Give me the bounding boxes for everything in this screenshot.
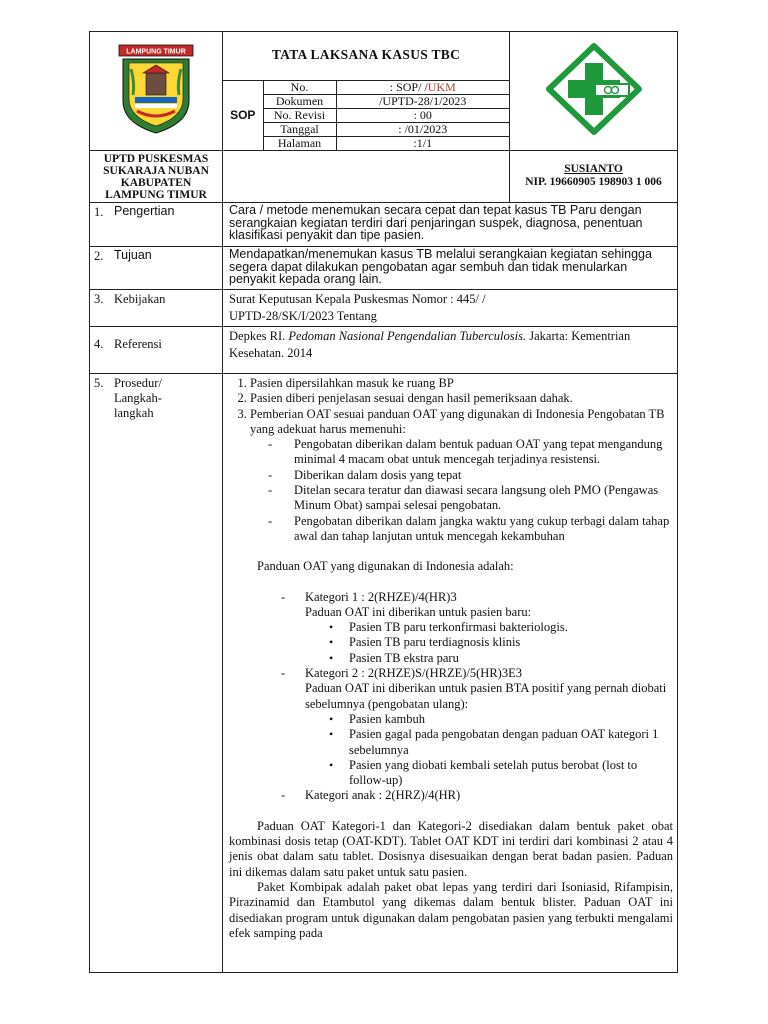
list-item: • Pasien kambuh: [329, 712, 673, 727]
paragraph-kdt: Paduan OAT Kategori-1 dan Kategori-2 disediakan dalam bentuk paket obat kombinasi dosis tetap (OAT-KDT). Tablet OAT KDT ini terdiri dari kombinasi 2 atau 4 jenis obat dalam satu tablet. Dosisnya disesuaikan dengan berat badan pasien. Paduan ini dikemas dalam satu paket untuk satu pasien.: [229, 818, 673, 879]
referensi-text: Depkes RI. Pedoman Nasional Pengendalian Tuberculosis. Jakarta: Kementrian Kesehatan. 2014: [223, 327, 678, 374]
list-item: - Diberikan dalam dosis yang tepat: [268, 468, 673, 483]
meta-value: : SOP/ /UKM: [336, 81, 509, 95]
meta-value: :1/1: [336, 137, 509, 151]
meta-value: : /01/2023: [336, 123, 509, 137]
sop-table: [89, 31, 678, 973]
regency-logo-cell: [90, 32, 223, 151]
meta-value: /UPTD-28/1/2023: [336, 95, 509, 109]
puskesmas-logo-icon: [545, 43, 643, 135]
list-item: • Pasien TB paru terdiagnosis klinis: [329, 635, 673, 650]
paragraph-kombipak: Paket Kombipak adalah paket obat lepas yang terdiri dari Isoniasid, Rifampisin, Pirazinamid dan Etambutol yang dikemas dalam bentuk blister. Paduan OAT ini disediakan program untuk digunakan dalam pengobatan pasien yang terbukti mengalami efek samping pada: [229, 879, 673, 940]
svg-text:LAMPUNG TIMUR: LAMPUNG TIMUR: [126, 48, 186, 55]
list-item: 3. Pemberian OAT sesuai panduan OAT yang digunakan di Indonesia Pengobatan TB yang adekuat harus memenuhi: - Pengobatan diberikan dalam bentuk paduan OAT yang tepat mengandung minimal 4 macam obat untuk mencegah terjadinya resistensi. - Diberikan dalam dosis yang tepat - Ditelan secara teratur dan diawasi secara langsung oleh PMO (Pengawas Minum Obat) sampai selesai pengobatan. - Pengobatan diberikan dalam jangka waktu yang cukup terbagi dalam tahap awal dan tahap lanjutan untuk mencegah kekambuhan: [250, 407, 673, 545]
panduan-intro: Panduan OAT yang digunakan di Indonesia adalah:: [257, 559, 514, 574]
list-item: • Pasien gagal pada pengobatan dengan paduan OAT kategori 1 sebelumnya: [329, 727, 673, 758]
meta-value: : 00: [336, 109, 509, 123]
signer-nip: NIP. 19660905 198903 1 006: [525, 176, 662, 188]
list-item: 1. Pasien dipersilahkan masuk ke ruang BP: [250, 376, 673, 391]
prosedur-content: [223, 374, 678, 973]
signer-name: SUSIANTO: [564, 163, 623, 175]
row-label-kebijakan: 3. Kebijakan: [90, 290, 223, 327]
title-cell: [223, 32, 510, 151]
meta-label: Tanggal: [263, 123, 336, 137]
row-label-prosedur: 5. Prosedur/ Langkah- langkah: [90, 374, 223, 973]
kebijakan-text: Surat Keputusan Kepala Puskesmas Nomor : 445/ / UPTD-28/SK/I/2023 Tentang: [223, 290, 678, 327]
list-item: - Ditelan secara teratur dan diawasi secara langsung oleh PMO (Pengawas Minum Obat) sampai selesai pengobatan.: [268, 483, 673, 514]
list-item: • Pasien yang diobati kembali setelah putus berobat (lost to follow-up): [329, 758, 673, 789]
meta-label: Halaman: [263, 137, 336, 151]
meta-label: No. Revisi: [263, 109, 336, 123]
procedure-steps: [229, 376, 673, 544]
list-item: - Kategori 1 : 2(RHZE)/4(HR)3 Paduan OAT ini diberikan untuk pasien baru: • Pasien TB paru terkonfirmasi bakteriologis. • Pasien TB paru terdiagnosis klinis • Pasien TB ekstra paru: [281, 590, 673, 666]
treatment-principles: [250, 437, 673, 544]
document-title: TATA LAKSANA KASUS TBC: [271, 47, 461, 62]
signature-block: [510, 151, 678, 203]
puskesmas-logo-cell: [510, 32, 678, 151]
meta-label: No.: [263, 81, 336, 95]
oat-categories: [229, 590, 673, 804]
document-meta: [223, 80, 509, 150]
list-item: - Kategori anak : 2(HRZ)/4(HR): [281, 788, 673, 803]
row-label-pengertian: 1. Pengertian: [90, 203, 223, 247]
list-item: • Pasien TB paru terkonfirmasi bakteriologis.: [329, 620, 673, 635]
list-item: - Pengobatan diberikan dalam jangka waktu yang cukup terbagi dalam tahap awal dan tahap lanjutan untuk mencegah kekambuhan: [268, 514, 673, 545]
pengertian-text: Cara / metode menemukan secara cepat dan tepat kasus TB Paru dengan serangkaian kegiatan terdiri dari penjaringan suspek, diagnosa, penentuan klasifikasi penyakit dan tipe pasien.: [223, 203, 678, 247]
list-item: 2. Pasien diberi penjelasan sesuai dengan hasil pemeriksaan dahak.: [250, 391, 673, 406]
list-item: • Pasien TB ekstra paru: [329, 651, 673, 666]
sop-label: SOP: [223, 81, 263, 151]
list-item: - Pengobatan diberikan dalam bentuk paduan OAT yang tepat mengandung minimal 4 macam obat untuk mencegah terjadinya resistensi.: [268, 437, 673, 468]
blank-cell: [223, 151, 510, 203]
institution-name: UPTD PUSKESMAS SUKARAJA NUBAN KABUPATEN LAMPUNG TIMUR: [90, 151, 223, 203]
row-label-tujuan: 2. Tujuan: [90, 247, 223, 290]
tujuan-text: Mendapatkan/menemukan kasus TB melalui serangkaian kegiatan sehingga segera dapat dilakukan pengobatan agar sembuh dan tidak menularkan penyakit kepada orang lain.: [223, 247, 678, 290]
list-item: - Kategori 2 : 2(RHZE)S/(HRZE)/5(HR)3E3 Paduan OAT ini diberikan untuk pasien BTA positif yang pernah diobati sebelumnya (pengobatan ulang): • Pasien kambuh • Pasien gagal pada pengobatan dengan paduan OAT kategori 1 sebelumnya • Pasien yang diobati kembali setelah putus berobat (lost to follow-up): [281, 666, 673, 788]
row-label-referensi: 4. Referensi: [90, 327, 223, 374]
meta-label: Dokumen: [263, 95, 336, 109]
lampung-timur-emblem-icon: [113, 43, 199, 135]
